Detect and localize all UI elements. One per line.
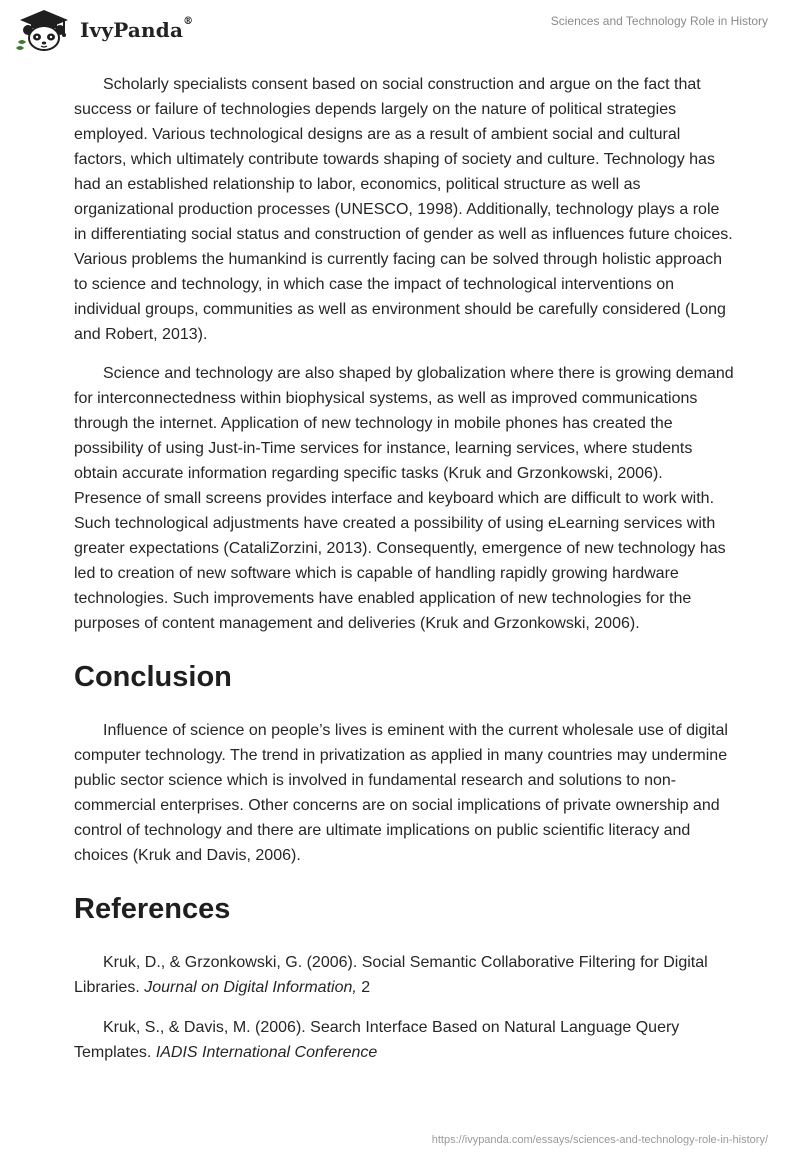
reference-item: Kruk, D., & Grzonkowski, G. (2006). Social Semantic Collaborative Filtering for Digital Libraries. Journal on Digital Information, 2 (74, 954, 708, 996)
body-paragraph: Science and technology are also shaped by globalization where there is growing demand for interconnectedness within biophysical systems, as well as improved communications through the internet. Application of new technology in mobile phones has created the possibility of using Just-in-Time services for instance, learning services, where students obtain accurate information regarding specific tasks (Kruk and Grzonkowski, 2006). Presence of small screens provides interface and keyboard which are difficult to work with. Such technological adjustments have created a possibility of using eLearning services with greater expectations (CataliZorzini, 2013). Consequently, emergence of new technology has led to creation of new software which is capable of handling rapidly growing hardware technologies. Such improvements have enabled application of new technologies for the purposes of content management and deliveries (Kruk and Grzonkowski, 2006). (74, 365, 734, 632)
body-paragraph: Scholarly specialists consent based on social construction and argue on the fact that success or failure of technologies depends largely on the nature of political strategies employed. Various technological designs are as a result of ambient social and cultural factors, which ultimately contribute towards shaping of society and culture. Technology has had an established relationship to labor, economics, political structure as well as organizational production processes (UNESCO, 1998). Additionally, technology plays a role in differentiating social status and construction of gender as well as influences future choices. Various problems the humankind is currently facing can be solved through holistic approach to science and technology, in which case the impact of technological interventions on individual groups, communities as well as environment should be carefully considered (Long and Robert, 2013). (74, 76, 733, 343)
reference-item: Kruk, S., & Davis, M. (2006). Search Interface Based on Natural Language Query Templates. IADIS International Conference (74, 1019, 680, 1061)
page-header (0, 0, 800, 60)
logo-wordmark: IvyPanda® (80, 16, 194, 42)
essay-content (74, 72, 734, 1080)
footer-url-link[interactable]: https://ivypanda.com/essays/sciences-and-technology-role-in-history/ (431, 1134, 768, 1146)
panda-icon (14, 8, 74, 52)
conclusion-paragraph: Influence of science on people’s lives is eminent with the current wholesale use of digital computer technology. The trend in privatization as applied in many countries may undermine public sector science which is involved in fundamental research and solutions to non-commercial enterprises. Other concerns are on social implications of private ownership and control of technology and there are ultimate implications on public scientific literacy and choices (Kruk and Davis, 2006). (74, 722, 728, 864)
ivypanda-logo[interactable] (14, 8, 193, 52)
running-title: Sciences and Technology Role in History (550, 14, 768, 28)
conclusion-heading: Conclusion (74, 661, 232, 693)
references-heading: References (74, 893, 231, 925)
